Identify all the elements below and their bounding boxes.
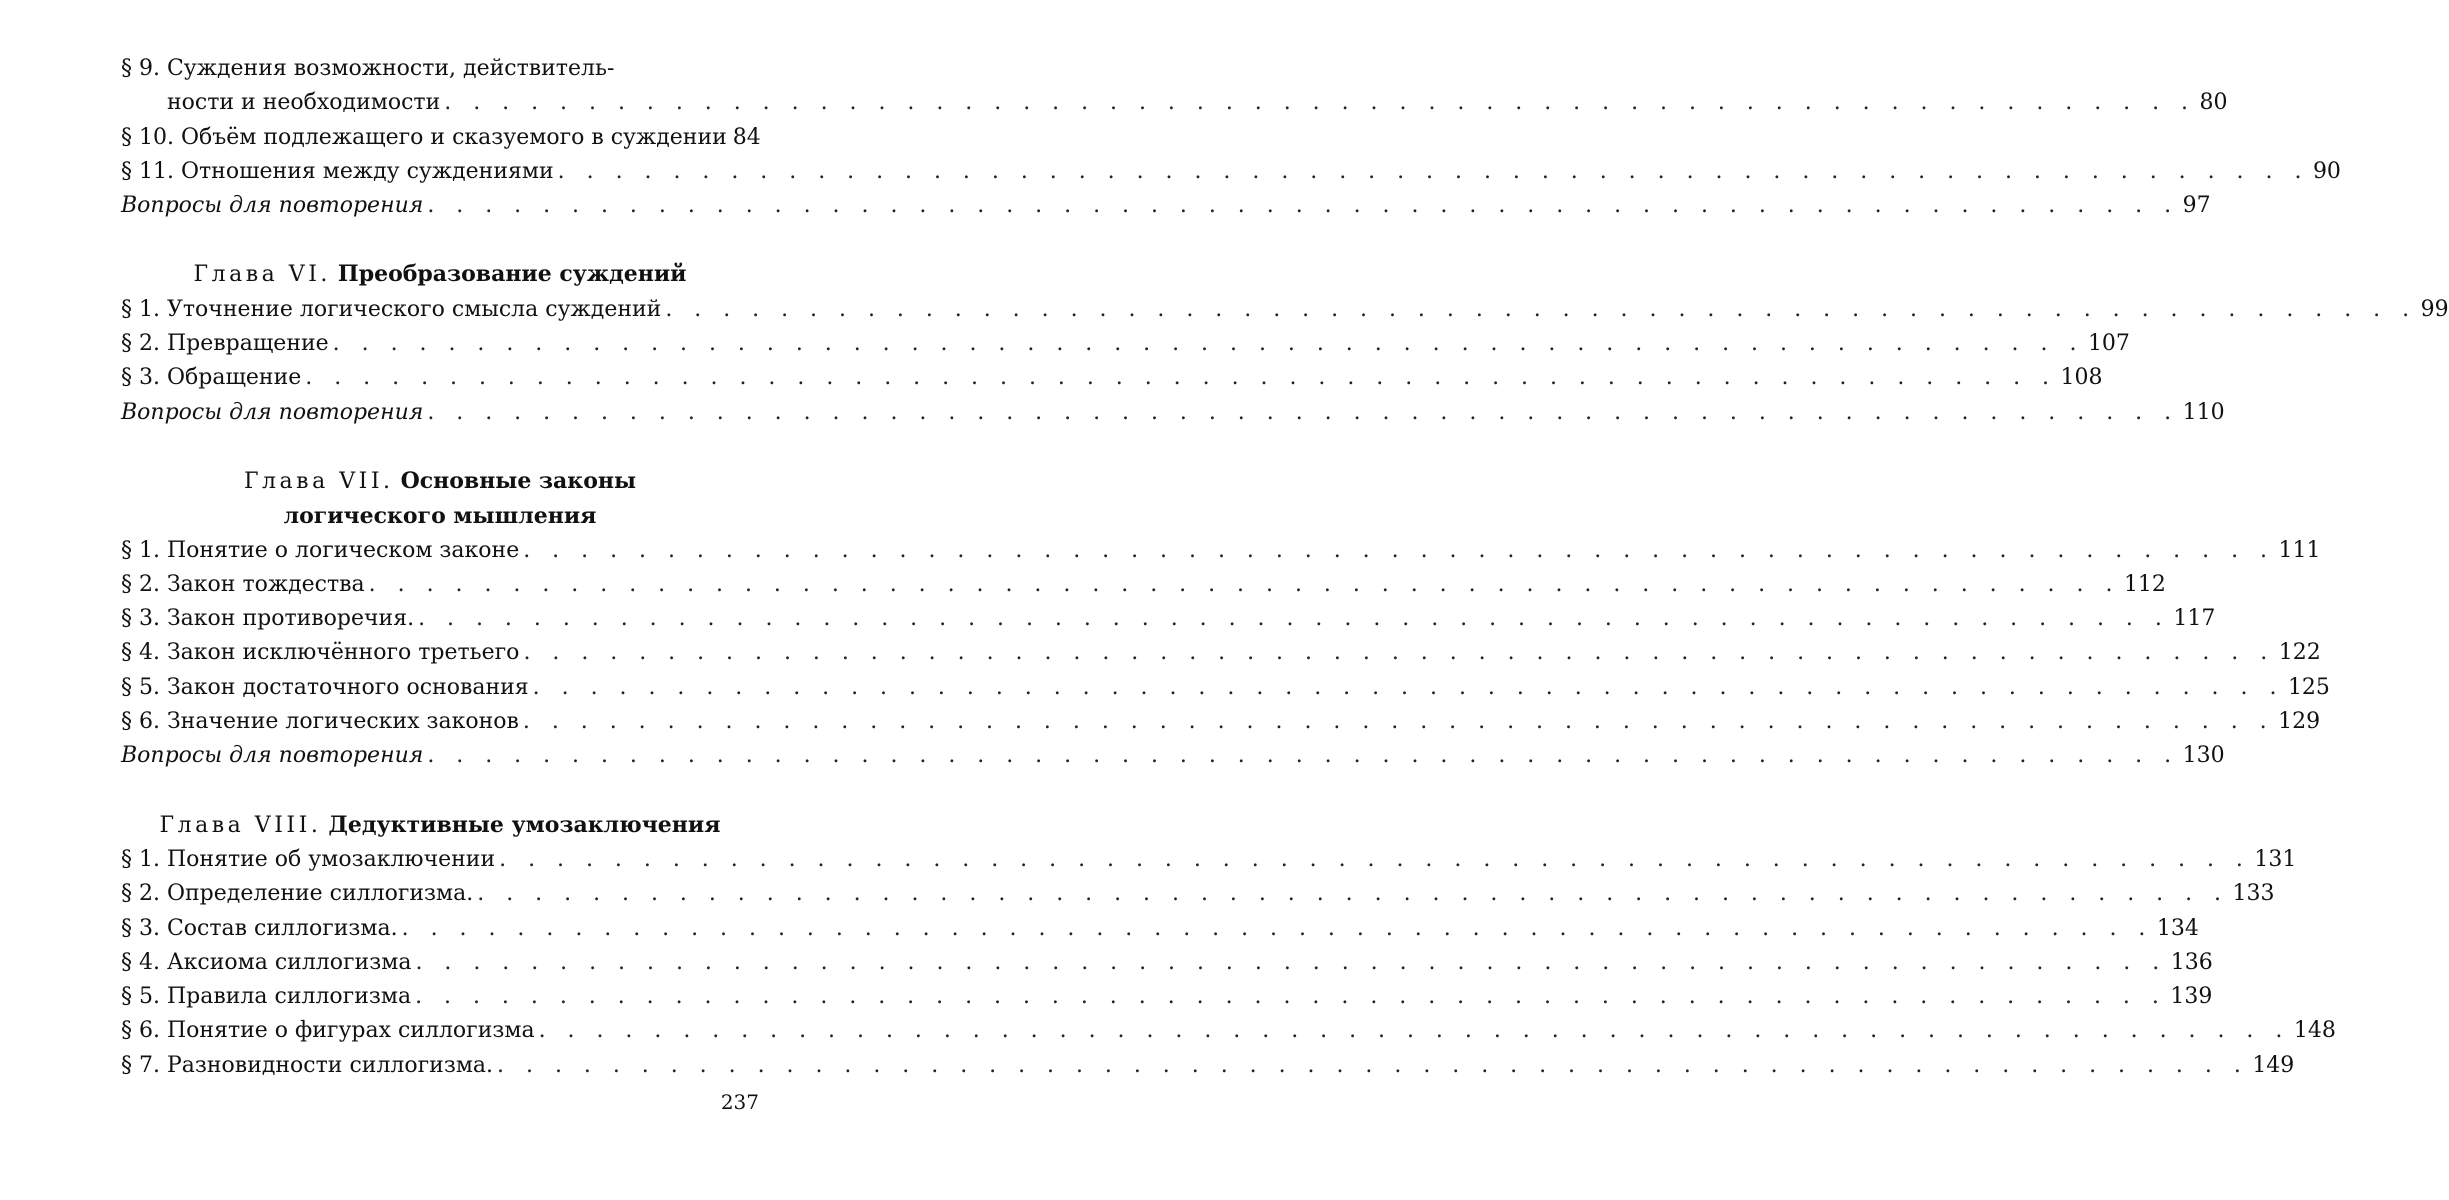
toc-entry-page: 134 xyxy=(2156,915,2199,941)
toc-entry-title: Вопросы для повторения xyxy=(121,193,424,219)
toc-entry-title: § 11. Отношения между суждениями xyxy=(121,158,554,184)
dot-leader xyxy=(444,86,2195,120)
chapter-name-line2: логического мышления xyxy=(283,503,597,530)
dot-leader xyxy=(333,327,2084,361)
toc-entry xyxy=(121,293,2449,327)
toc-entry xyxy=(121,1049,2295,1083)
toc-entry-page: 107 xyxy=(2087,331,2130,357)
dot-leader xyxy=(369,568,2120,602)
chapter-name: Дедуктивные умозаключения xyxy=(328,811,721,838)
toc-entry-title: Вопросы для повторения xyxy=(121,743,424,769)
toc-entry-title: § 4. Закон исключённого третьего xyxy=(121,640,520,666)
toc-entry-review xyxy=(121,739,2225,773)
toc-entry-title: § 4. Аксиома силлогизма xyxy=(121,949,412,975)
dot-leader xyxy=(415,980,2166,1014)
toc-entry-title: § 5. Правила силлогизма xyxy=(121,984,412,1010)
toc-entry-page: 130 xyxy=(2182,743,2225,769)
toc-entry xyxy=(121,602,2216,636)
toc-entry-title: § 2. Определение силлогизма. xyxy=(121,881,474,907)
chapter-heading xyxy=(121,808,759,843)
dot-leader xyxy=(427,396,2178,430)
toc-entry xyxy=(121,1014,2336,1048)
dot-leader xyxy=(539,1014,2290,1048)
toc-entry-review xyxy=(121,396,2225,430)
toc-entry-title: § 9. Суждения возможности, действитель- xyxy=(121,56,615,81)
toc-entry-review xyxy=(121,189,2211,223)
dot-leader xyxy=(499,843,2250,877)
toc-entry-page: 97 xyxy=(2182,193,2211,219)
toc-entry xyxy=(121,361,2103,395)
toc-entry xyxy=(121,327,2130,361)
toc-entry-title: § 1. Уточнение логического смысла суждений xyxy=(121,296,662,322)
chapter-heading xyxy=(121,257,759,292)
toc-entry-title: § 3. Состав силлогизма. xyxy=(121,915,398,941)
toc-entry-title: § 5. Закон достаточного основания xyxy=(121,674,529,700)
chapter-label: Глава VI. xyxy=(193,262,331,288)
toc-entry xyxy=(121,86,2228,120)
dot-leader xyxy=(523,636,2274,670)
toc-entry-page: 111 xyxy=(2278,537,2321,563)
toc-entry xyxy=(121,568,2166,602)
toc-entry xyxy=(121,877,2275,911)
toc-entry-title: § 6. Значение логических законов xyxy=(121,709,519,735)
toc-entry xyxy=(121,980,2213,1014)
dot-leader xyxy=(402,912,2153,946)
toc-entry-title: Вопросы для повторения xyxy=(121,399,424,425)
dot-leader xyxy=(477,877,2228,911)
toc-entry xyxy=(121,52,759,86)
toc-entry-title: § 3. Обращение xyxy=(121,365,302,391)
dot-leader xyxy=(497,1049,2248,1083)
toc-entry xyxy=(121,946,2213,980)
toc-entry-title: § 3. Закон противоречия. xyxy=(121,606,415,632)
toc-entry-page: 122 xyxy=(2278,640,2321,666)
toc-entry xyxy=(121,843,2297,877)
dot-leader xyxy=(427,739,2178,773)
dot-leader xyxy=(415,946,2166,980)
toc-entry-page: 90 xyxy=(2312,158,2341,184)
toc-entry xyxy=(121,636,2321,670)
toc-entry-page: 117 xyxy=(2173,606,2216,632)
toc-entry-title: § 1. Понятие о логическом законе xyxy=(121,537,520,563)
toc-entry-page: 133 xyxy=(2232,881,2275,907)
table-of-contents xyxy=(121,52,2449,1083)
toc-entry-page: 84 xyxy=(732,124,761,150)
page-number: 237 xyxy=(720,1090,759,1114)
toc-entry-page: 136 xyxy=(2170,949,2213,975)
toc-entry xyxy=(121,705,2321,739)
toc-entry-page: 112 xyxy=(2123,571,2166,597)
toc-entry-title: § 7. Разновидности силлогизма. xyxy=(121,1052,494,1078)
toc-entry xyxy=(121,534,2321,568)
chapter-name: Основные законы xyxy=(400,467,637,494)
toc-entry-title: § 6. Понятие о фигурах силлогизма xyxy=(121,1018,535,1044)
toc-entry xyxy=(121,155,2341,189)
toc-entry-page: 80 xyxy=(2199,90,2228,116)
toc-entry xyxy=(121,912,2199,946)
chapter-label: Глава VII. xyxy=(243,468,394,494)
dot-leader xyxy=(305,361,2056,395)
toc-entry-page: 110 xyxy=(2182,399,2225,425)
dot-leader xyxy=(665,293,2416,327)
chapter-heading xyxy=(121,464,759,534)
toc-entry-title: § 2. Закон тождества xyxy=(121,571,365,597)
toc-entry-page: 125 xyxy=(2287,674,2330,700)
dot-leader xyxy=(523,705,2274,739)
dot-leader xyxy=(558,155,2309,189)
toc-entry-page: 131 xyxy=(2254,846,2297,872)
toc-entry-title: ности и необходимости xyxy=(167,90,441,116)
dot-leader xyxy=(427,189,2178,223)
toc-entry xyxy=(121,121,759,155)
dot-leader xyxy=(418,602,2169,636)
toc-entry-title: § 1. Понятие об умозаключении xyxy=(121,846,496,872)
chapter-label: Глава VIII. xyxy=(159,812,322,838)
toc-entry-page: 108 xyxy=(2060,365,2103,391)
chapter-name: Преобразование суждений xyxy=(337,261,687,288)
toc-entry-title: § 10. Объём подлежащего и сказуемого в суждении xyxy=(121,124,727,150)
toc-entry-title: § 2. Превращение xyxy=(121,331,329,357)
toc-entry-page: 149 xyxy=(2252,1052,2295,1078)
toc-entry-page: 129 xyxy=(2278,709,2321,735)
toc-entry-page: 148 xyxy=(2293,1018,2336,1044)
dot-leader xyxy=(533,671,2284,705)
toc-entry-page: 99 xyxy=(2420,296,2449,322)
toc-entry-page: 139 xyxy=(2170,984,2213,1010)
dot-leader xyxy=(523,534,2274,568)
toc-entry xyxy=(121,671,2330,705)
